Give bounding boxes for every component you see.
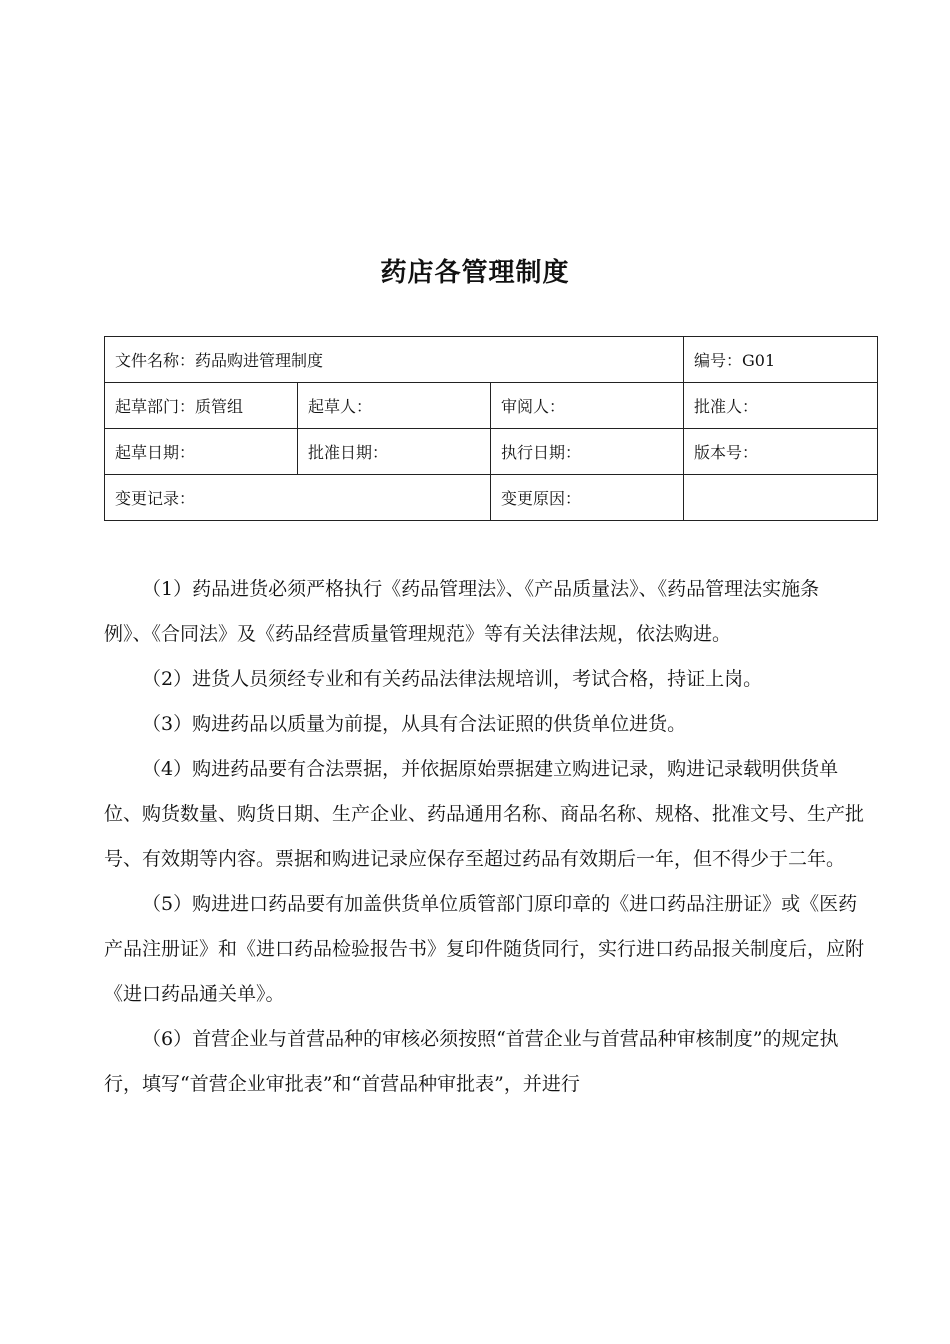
file-name-cell: 文件名称：药品购进管理制度 [105,337,684,383]
version-cell: 版本号： [684,429,878,475]
table-row [105,383,878,429]
number-cell: 编号：G01 [684,337,878,383]
table-row [105,337,878,383]
document-body [104,567,864,1107]
approver-cell: 批准人： [684,383,878,429]
exec-date-cell: 执行日期： [491,429,684,475]
change-record-cell: 变更记录： [105,475,491,521]
blank-cell [684,475,878,521]
document-title: 药店各管理制度 [380,258,570,288]
document-info-table [104,336,878,521]
draft-dept-cell: 起草部门：质管组 [105,383,298,429]
paragraph-3: （3）购进药品以质量为前提，从具有合法证照的供货单位进货。 [142,713,687,735]
paragraph-6: （6）首营企业与首营品种的审核必须按照“首营企业与首营品种审核制度”的规定执行，填写“首营企业审批表”和“首营品种审批表”，并进行 [104,1028,839,1095]
paragraph-5: （5）购进进口药品要有加盖供货单位质管部门原印章的《进口药品注册证》或《医药产品注册证》和《进口药品检验报告书》复印件随货同行，实行进口药品报关制度后，应附《进口药品通关单》。 [104,893,865,1005]
paragraph-2: （2）进货人员须经专业和有关药品法律法规培训，考试合格，持证上岗。 [142,668,763,690]
approve-date-cell: 批准日期： [298,429,491,475]
reviewer-cell: 审阅人： [491,383,684,429]
drafter-cell: 起草人： [298,383,491,429]
draft-date-cell: 起草日期： [105,429,298,475]
paragraph-1: （1）药品进货必须严格执行《药品管理法》、《产品质量法》、《药品管理法实施条例》、《合同法》及《药品经营质量管理规范》等有关法律法规，依法购进。 [104,578,820,645]
table-row [105,429,878,475]
change-reason-cell: 变更原因： [491,475,684,521]
paragraph-4: （4）购进药品要有合法票据，并依据原始票据建立购进记录，购进记录载明供货单位、购货数量、购货日期、生产企业、药品通用名称、商品名称、规格、批准文号、生产批号、有效期等内容。票据和购进记录应保存至超过药品有效期后一年，但不得少于二年。 [104,758,865,870]
table-row [105,475,878,521]
